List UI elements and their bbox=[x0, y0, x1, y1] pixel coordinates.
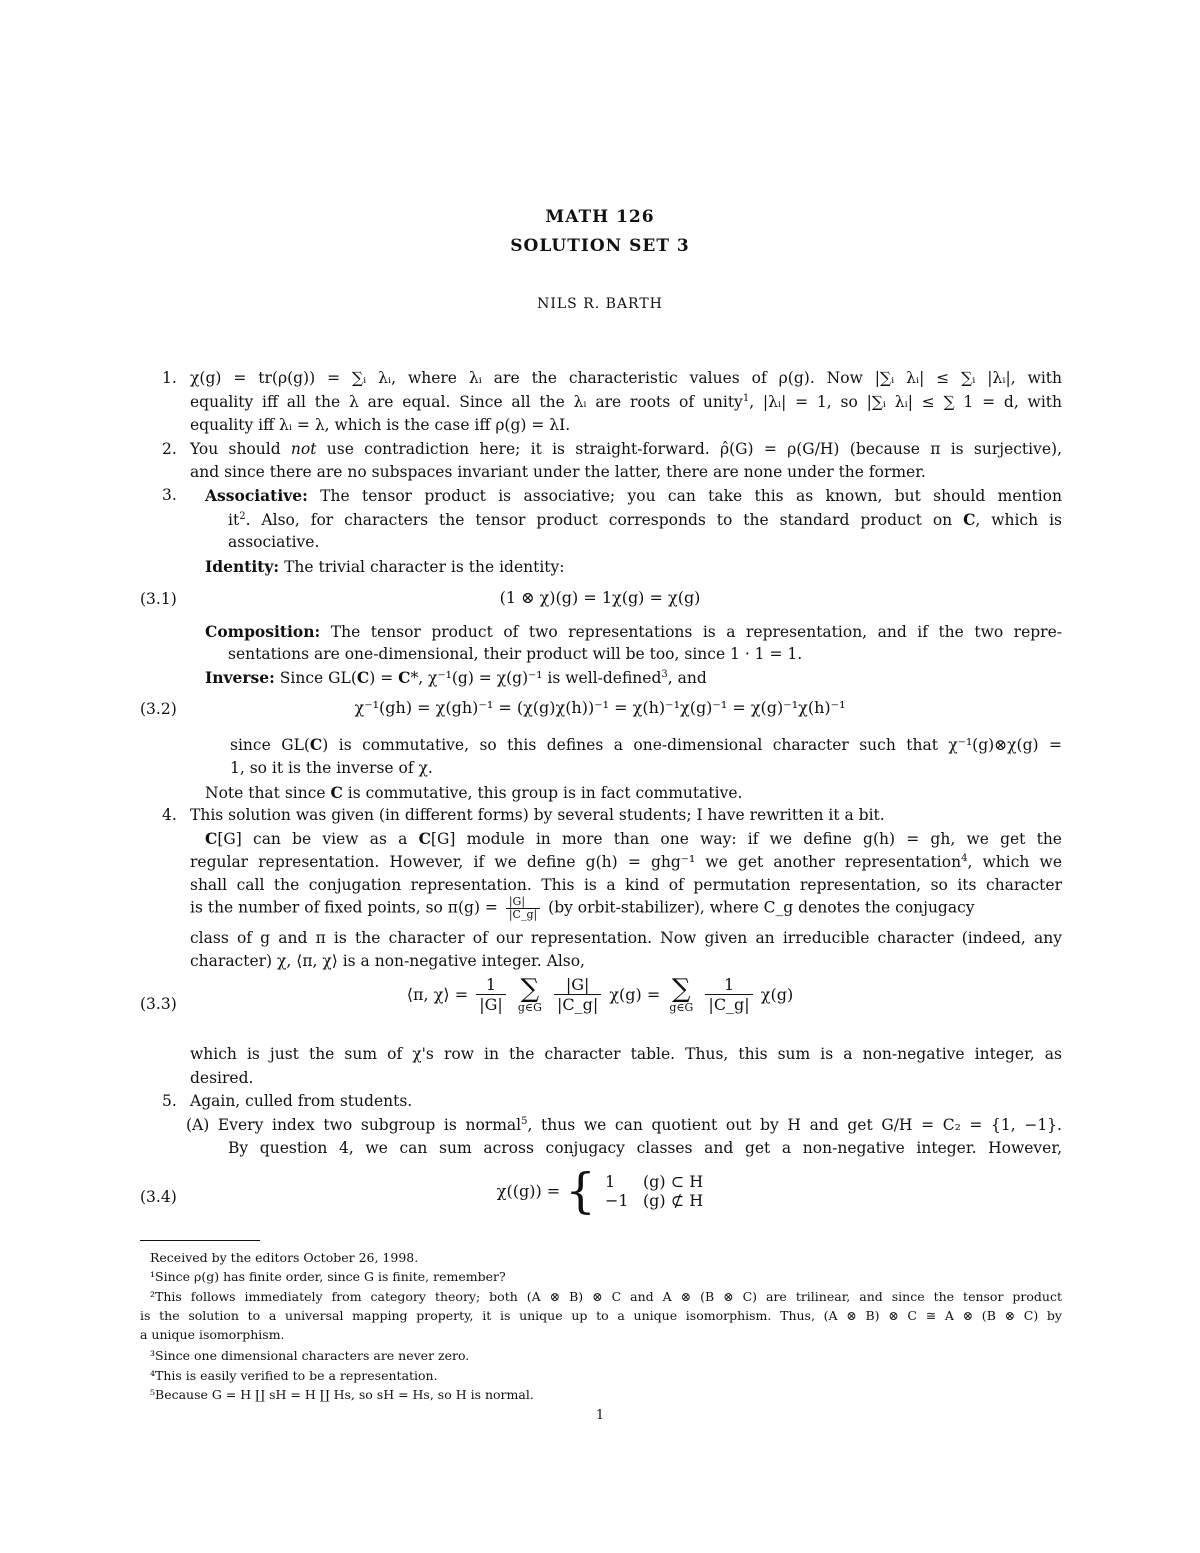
eq4-cases bbox=[605, 1172, 703, 1210]
item-4-line-5b: (by orbit-stabilizer), where C_g denotes the conjugacy bbox=[543, 898, 975, 917]
item-4-line-3a: regular representation. However, if we define g(h) = ghg⁻¹ we get another representation bbox=[190, 853, 962, 871]
complex-symbol: C bbox=[205, 829, 218, 848]
item-1-line-2b: , |λᵢ| = 1, so |∑ᵢ λᵢ| ≤ ∑ 1 = d, with bbox=[749, 393, 1062, 411]
eq3-mid: χ(g) = bbox=[609, 985, 661, 1004]
inverse-text-a: Since GL( bbox=[274, 669, 357, 687]
orbit-fraction-numerator: |G| bbox=[506, 896, 540, 909]
eq4-case-2-condition: (g) ⊄ H bbox=[642, 1191, 704, 1210]
item-3-assoc-line-1 bbox=[205, 484, 1062, 509]
eq3-end: χ(g) bbox=[760, 985, 794, 1004]
item-4-line-8: which is just the sum of χ's row in the character table. Thus, this sum is a non-negative integer, as bbox=[190, 1045, 1062, 1063]
item-3-composition-line-2: sentations are one-dimensional, their product will be too, since 1 · 1 = 1. bbox=[228, 645, 803, 663]
equation-3-4 bbox=[380, 1163, 820, 1219]
after-text-a: since GL( bbox=[230, 736, 310, 754]
item-1-line-3: equality iff λᵢ = λ, which is the case iff ρ(g) = λI. bbox=[190, 416, 571, 434]
equation-3-3 bbox=[300, 975, 900, 1035]
footnote-2-line-3: a unique isomorphism. bbox=[140, 1327, 285, 1342]
after-text-b: ) is commutative, so this defines a one-dimensional character such that χ⁻¹(g)⊗χ(g) = bbox=[322, 736, 1063, 754]
item-4-line-9: desired. bbox=[190, 1069, 254, 1087]
item-2-number: 2. bbox=[162, 440, 177, 458]
eq3-f2-num: |G| bbox=[554, 975, 601, 995]
eq3-f1-num: 1 bbox=[476, 975, 506, 995]
item-3-inverse-line bbox=[205, 666, 1062, 691]
inverse-text-c: *, χ⁻¹(g) = χ(g)⁻¹ is well-defined bbox=[410, 669, 662, 687]
eq3-fraction-2 bbox=[554, 975, 601, 1014]
item-2-emphasis: not bbox=[290, 440, 317, 458]
inverse-heading: Inverse: bbox=[205, 668, 275, 687]
inverse-text-b: ) = bbox=[369, 669, 399, 687]
associative-text-2d: , which is bbox=[975, 511, 1062, 529]
footnote-ref-3[interactable]: 3 bbox=[661, 668, 668, 680]
eq3-sum-1: ∑ g∈G bbox=[517, 973, 542, 1014]
associative-text-2a: it bbox=[228, 511, 240, 529]
note-text-b: is commutative, this group is in fact commutative. bbox=[342, 784, 743, 802]
item-3-after-line-1 bbox=[230, 733, 1062, 758]
item-4-line-5a: is the number of fixed points, so π(g) = bbox=[190, 898, 503, 917]
orbit-fraction-denominator: |C_g| bbox=[508, 908, 538, 921]
document-title: SOLUTION SET 3 bbox=[510, 236, 690, 256]
associative-heading: Associative: bbox=[205, 486, 308, 505]
item-4-line-2b: [G] can be view as a bbox=[217, 830, 419, 848]
footnote-1: ¹Since ρ(g) has finite order, since G is finite, remember? bbox=[150, 1269, 506, 1284]
orbit-fraction bbox=[506, 896, 540, 921]
item-4-line-7: character) χ, ⟨π, χ⟩ is a non-negative integer. Also, bbox=[190, 952, 585, 970]
item-4-line-4: shall call the conjugation representation. This is a kind of permutation representation, so its character bbox=[190, 876, 1062, 894]
footnote-ref-4[interactable]: 4 bbox=[961, 852, 968, 864]
item-4-line-3 bbox=[190, 851, 1062, 875]
equation-3-2-label: (3.2) bbox=[140, 700, 177, 718]
complex-symbol: C bbox=[356, 668, 370, 687]
footnote-ref-2[interactable]: 2 bbox=[239, 510, 246, 522]
composition-text-1: The tensor product of two representations is a representation, and if the two repre- bbox=[320, 623, 1062, 641]
eq3-sum-2-sub: g∈G bbox=[669, 1000, 694, 1014]
item-5a-line-2: By question 4, we can sum across conjugacy classes and get a non-negative integer. However, bbox=[228, 1139, 1062, 1157]
item-4-line-3b: , which we bbox=[967, 853, 1062, 871]
item-3-after-line-2: 1, so it is the inverse of χ. bbox=[230, 759, 433, 777]
footnote-2-line-2: is the solution to a universal mapping property, it is unique up to a unique isomorphism. Thus, (A ⊗ B) ⊗ C ≅ A ⊗ (B ⊗ C) by bbox=[140, 1308, 1062, 1323]
item-3-composition-line-1 bbox=[205, 620, 1062, 645]
eq3-f3-num: 1 bbox=[705, 975, 752, 995]
eq3-sum-2: ∑ g∈G bbox=[669, 973, 694, 1014]
item-5-line-1: Again, culled from students. bbox=[190, 1092, 413, 1110]
item-4-line-5 bbox=[190, 896, 1062, 921]
eq3-f1-den: |G| bbox=[479, 995, 503, 1014]
equation-3-2: χ⁻¹(gh) = χ(gh)⁻¹ = (χ(g)χ(h))⁻¹ = χ(h)⁻¹χ(g)⁻¹ = χ(g)⁻¹χ(h)⁻¹ bbox=[354, 698, 846, 717]
item-3-assoc-line-2 bbox=[228, 508, 1062, 533]
received-date: Received by the editors October 26, 1998. bbox=[150, 1250, 419, 1265]
eq4-lhs: χ((g)) = bbox=[496, 1181, 561, 1201]
item-4-line-1: This solution was given (in different forms) by several students; I have rewritten it a bit. bbox=[190, 806, 885, 824]
item-1-line-2a: equality iff all the λ are equal. Since all the λᵢ are roots of unity bbox=[190, 393, 743, 411]
eq3-fraction-3 bbox=[705, 975, 752, 1014]
item-5-number: 5. bbox=[162, 1092, 177, 1110]
complex-symbol: C bbox=[418, 829, 431, 848]
item-2-line-1a: You should bbox=[190, 440, 291, 458]
eq3-lhs: ⟨π, χ⟩ = bbox=[406, 985, 469, 1004]
author-name: NILS R. BARTH bbox=[537, 296, 663, 312]
identity-heading: Identity: bbox=[205, 557, 280, 576]
item-2-line-2: and since there are no subspaces invariant under the latter, there are none under the former. bbox=[190, 463, 926, 481]
item-5a-label: (A) bbox=[186, 1116, 210, 1134]
footnote-4: ⁴This is easily verified to be a representation. bbox=[150, 1368, 438, 1383]
associative-text-2b: . Also, for characters the tensor product corresponds to the standard product on bbox=[245, 511, 964, 529]
eq3-fraction-1 bbox=[476, 975, 506, 1014]
inverse-text-d: , and bbox=[667, 669, 707, 687]
page-number: 1 bbox=[595, 1408, 605, 1423]
eq3-sum-1-sub: g∈G bbox=[517, 1000, 542, 1014]
item-3-identity-line bbox=[205, 555, 1062, 580]
equation-3-1-label: (3.1) bbox=[140, 590, 177, 608]
item-4-number: 4. bbox=[162, 806, 177, 824]
composition-heading: Composition: bbox=[205, 622, 321, 641]
item-4-line-2 bbox=[205, 827, 1062, 852]
eq3-f2-den: |C_g| bbox=[556, 995, 599, 1014]
item-1-line-1: χ(g) = tr(ρ(g)) = ∑ᵢ λᵢ, where λᵢ are the characteristic values of ρ(g). Now |∑ᵢ λᵢ| ≤ ∑ᵢ |λᵢ|, with bbox=[190, 369, 1062, 387]
item-3-assoc-line-3: associative. bbox=[228, 533, 320, 551]
eq3-f3-den: |C_g| bbox=[708, 995, 750, 1014]
identity-text: The trivial character is the identity: bbox=[279, 558, 565, 576]
item-3-number: 3. bbox=[162, 486, 177, 504]
note-text-a: Note that since bbox=[205, 784, 331, 802]
footnote-rule bbox=[140, 1240, 260, 1241]
complex-symbol: C bbox=[330, 783, 343, 802]
footnote-5: ⁵Because G = H ∐ sH = H ∐ Hs, so sH = Hs, so H is normal. bbox=[150, 1387, 534, 1402]
item-4-line-6: class of g and π is the character of our representation. Now given an irreducible character (indeed, any bbox=[190, 929, 1062, 947]
footnote-2-line-1: ²This follows immediately from category theory; both (A ⊗ B) ⊗ C and A ⊗ (B ⊗ C) are trilinear, and since the tensor product bbox=[150, 1289, 1062, 1304]
complex-symbol: C bbox=[963, 510, 976, 529]
item-4-line-2d: [G] module in more than one way: if we define g(h) = gh, we get the bbox=[430, 830, 1062, 848]
equation-3-4-label: (3.4) bbox=[140, 1188, 177, 1206]
eq4-brace: { bbox=[565, 1163, 596, 1219]
item-5a-text-a: Every index two subgroup is normal bbox=[209, 1116, 522, 1134]
footnote-3: ³Since one dimensional characters are never zero. bbox=[150, 1348, 470, 1363]
footnote-ref-1[interactable]: 1 bbox=[742, 392, 750, 404]
course-title: MATH 126 bbox=[545, 207, 655, 227]
footnote-ref-5[interactable]: 5 bbox=[521, 1115, 528, 1127]
item-3-note bbox=[205, 781, 1062, 806]
eq4-case-1-value: 1 bbox=[604, 1172, 616, 1191]
item-2-line-1 bbox=[190, 438, 1062, 462]
complex-symbol: C bbox=[309, 735, 323, 754]
eq4-case-2-value: −1 bbox=[604, 1191, 629, 1210]
item-5a-line-1 bbox=[186, 1114, 1062, 1138]
associative-text-1: The tensor product is associative; you can take this as known, but should mention bbox=[307, 487, 1062, 505]
item-1-number: 1. bbox=[162, 369, 177, 387]
equation-3-1: (1 ⊗ χ)(g) = 1χ(g) = χ(g) bbox=[499, 588, 701, 607]
item-2-line-1b: use contradiction here; it is straight-forward. ρ̂(G) = ρ(G/H) (because π is surjective), bbox=[316, 440, 1062, 458]
equation-3-3-label: (3.3) bbox=[140, 995, 177, 1013]
eq4-case-1-condition: (g) ⊂ H bbox=[642, 1172, 704, 1191]
item-1-line-2 bbox=[190, 391, 1062, 415]
complex-symbol: C bbox=[398, 668, 411, 687]
item-5a-text-b: , thus we can quotient out by H and get G/H = C₂ = {1, −1}. bbox=[527, 1116, 1062, 1134]
